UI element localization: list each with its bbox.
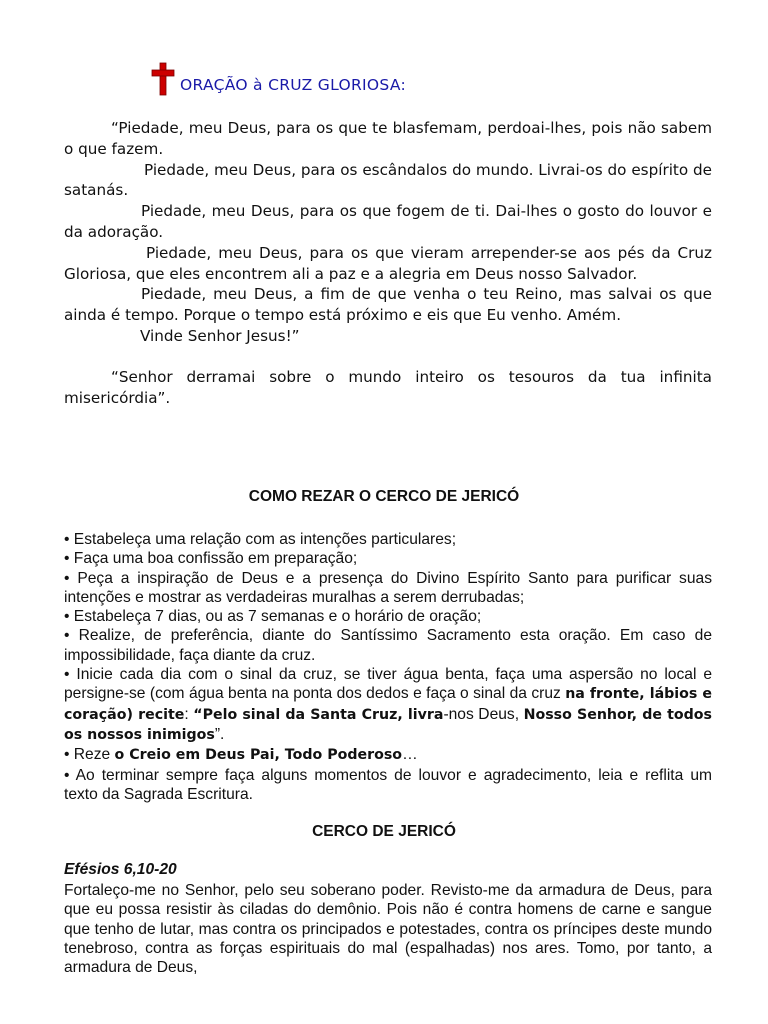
list-item: • Faça uma boa confissão em preparação;: [64, 550, 358, 568]
list-item: • Estabeleça 7 dias, ou as 7 semanas e o horário de oração;: [64, 608, 482, 626]
list-item: • Estabeleça uma relação com as intenções particulares;: [64, 531, 457, 548]
prayer-closing: “Senhor derramai sobre o mundo inteiro os tesouros da tua infinita misericórdia”.: [64, 367, 712, 407]
prayer-paragraph: Piedade, meu Deus, para os que vieram arrepender-se aos pés da Cruz Gloriosa, que eles encontrem ali a paz e a alegria em Deus nosso Salvador.: [64, 243, 712, 283]
prayer-title: ORAÇÃO à CRUZ GLORIOSA:: [180, 76, 407, 94]
prayer-paragraph: “Piedade, meu Deus, para os que te blasfemam, perdoai-lhes, pois não sabem o que fazem.: [64, 119, 712, 158]
section-heading-como-rezar: COMO REZAR O CERCO DE JERICÓ: [248, 488, 520, 505]
list-item: • Realize, de preferência, diante do Santíssimo Sacramento esta oração. Em caso de impossibilidade, faça diante da cruz.: [64, 627, 712, 664]
prayer-paragraph: Piedade, meu Deus, para os que fogem de ti. Dai-lhes o gosto do louvor e da adoração.: [64, 202, 712, 241]
prayer-text: [64, 118, 712, 408]
prayer-paragraph: Piedade, meu Deus, a fim de que venha o teu Reino, mas salvai os que ainda é tempo. Porque o tempo está próximo e eis que Eu venho. Amém.: [64, 285, 712, 325]
prayer-paragraph: Piedade, meu Deus, para os escândalos do mundo. Livrai-os do espírito de satanás.: [64, 160, 712, 200]
scripture-reference: Efésios 6,10-20: [64, 861, 177, 878]
list-item: • Reze o Creio em Deus Pai, Todo Poderoso…: [64, 746, 418, 764]
list-item: • Peça a inspiração de Deus e a presença do Divino Espírito Santo para purificar suas intenções e mostrar as verdadeiras muralhas a serem derrubadas;: [64, 569, 712, 606]
scripture-text: Fortaleço-me no Senhor, pelo seu soberano poder. Revisto-me da armadura de Deus, para que eu possa resistir às ciladas do demônio. Pois não é contra homens de carne e sangue que tenho de lutar, mas contra os principados e potestades, contra os príncipes deste mundo tenebroso, contra as forças espirituais do mal (espalhadas) nos ares. Tomo, por tanto, a armadura de Deus,: [64, 882, 712, 977]
red-cross-icon: [150, 62, 176, 96]
list-item: • Inicie cada dia com o sinal da cruz, se tiver água benta, faça uma aspersão no local e persigne-se (com água benta na ponta dos dedos e faça o sinal da cruz na fronte, lábios e coração) recite: “Pelo sinal da Santa Cruz, livra-nos Deus, Nosso Senhor, de todos os nossos inimigos”.: [64, 666, 712, 743]
section-heading-cerco: CERCO DE JERICÓ: [312, 823, 456, 840]
list-item: • Ao terminar sempre faça alguns momentos de louvor e agradecimento, leia e reflita um texto da Sagrada Escritura.: [64, 766, 712, 803]
instructions-list: [64, 530, 712, 804]
prayer-paragraph: Vinde Senhor Jesus!”: [140, 326, 300, 345]
title-row: [150, 62, 406, 96]
